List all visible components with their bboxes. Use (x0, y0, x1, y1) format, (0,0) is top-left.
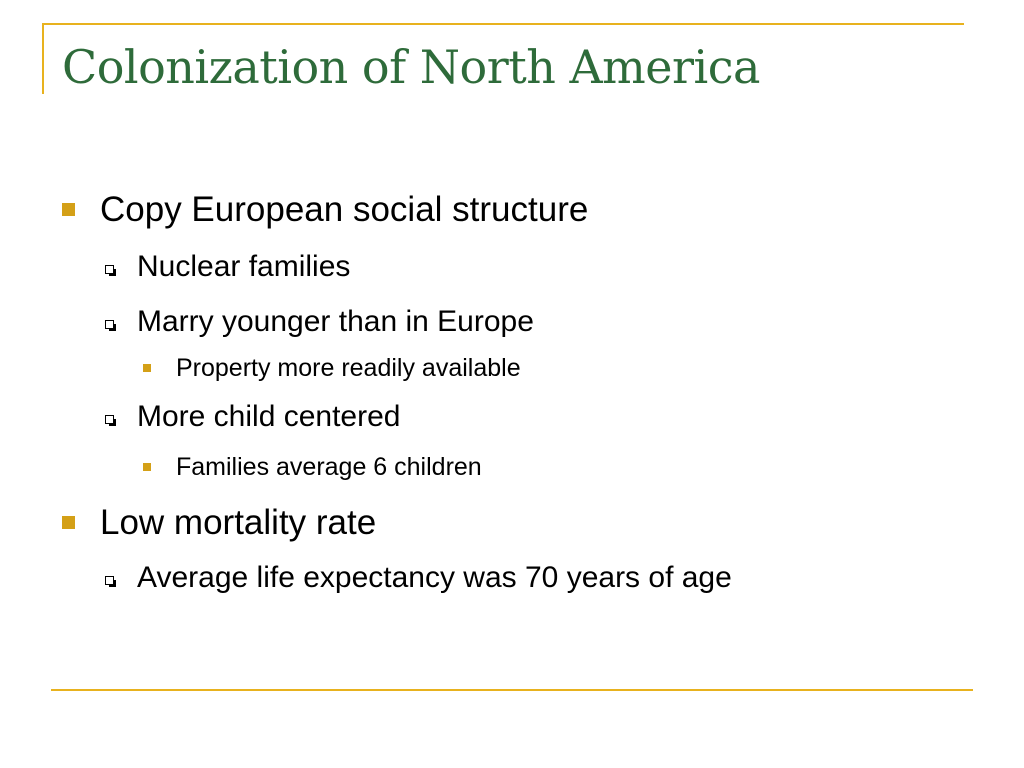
bullet-text: Families average 6 children (176, 453, 482, 481)
bullet-item-level2 (137, 400, 400, 434)
bullet-text: Copy European social structure (100, 190, 589, 229)
bullet-item-level1 (100, 190, 588, 230)
filled-square-icon (62, 203, 75, 216)
filled-square-icon (143, 463, 151, 471)
bullet-text: Marry younger than in Europe (137, 305, 534, 338)
hollow-square-icon (105, 265, 114, 274)
bullet-item-level1 (100, 503, 376, 543)
bullet-text: More child centered (137, 400, 401, 433)
bullet-text: Nuclear families (137, 250, 351, 283)
bullet-item-level2 (137, 250, 350, 284)
bullet-item-level3 (176, 354, 521, 383)
filled-square-icon (62, 516, 75, 529)
slide-title: Colonization of North America (62, 40, 760, 94)
bullet-item-level2 (137, 561, 732, 595)
frame-bottom-rule (51, 689, 973, 691)
bullet-text: Average life expectancy was 70 years of age (137, 561, 732, 594)
filled-square-icon (143, 364, 151, 372)
hollow-square-icon (105, 415, 114, 424)
bullet-item-level2 (137, 305, 534, 339)
hollow-square-icon (105, 576, 114, 585)
bullet-text: Low mortality rate (100, 503, 377, 542)
hollow-square-icon (105, 320, 114, 329)
bullet-text: Property more readily available (176, 354, 521, 382)
bullet-item-level3 (176, 453, 482, 482)
